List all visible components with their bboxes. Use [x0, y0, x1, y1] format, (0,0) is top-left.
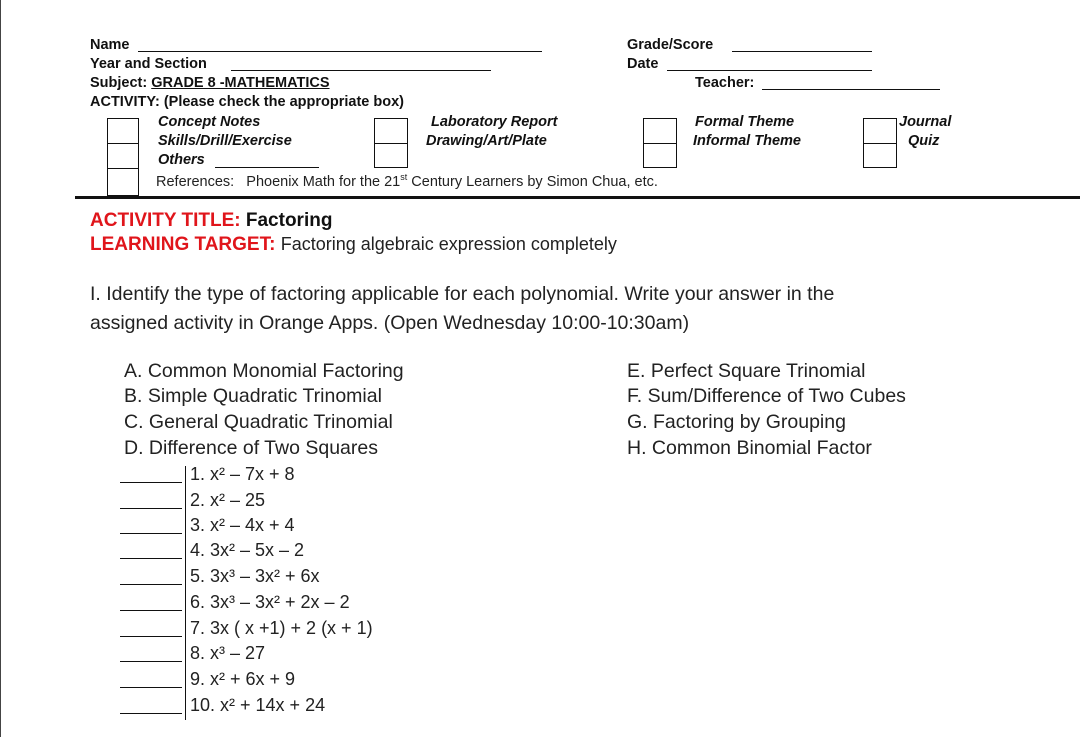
- date-line[interactable]: [667, 70, 872, 71]
- year-section-label: Year and Section: [90, 56, 207, 72]
- item-expression: 6. 3x³ – 3x² + 2x – 2: [190, 592, 350, 612]
- answer-blank[interactable]: [120, 636, 182, 637]
- item-expression: 10. x² + 14x + 24: [190, 695, 326, 715]
- journal-label: Journal: [899, 114, 952, 130]
- subject-line-row: [90, 75, 330, 91]
- learning-target-value: Factoring algebraic expression completely: [280, 234, 617, 254]
- item-expression: 9. x² + 6x + 9: [190, 669, 296, 689]
- answer-blank[interactable]: [120, 713, 182, 714]
- item-expression: 7. 3x ( x +1) + 2 (x + 1): [190, 618, 373, 638]
- instructions-line-1: I. Identify the type of factoring applicable for each polynomial. Write your answer in the: [90, 283, 835, 305]
- references-text-after: Century Learners by Simon Chua, etc.: [407, 173, 658, 190]
- others-label: Others: [158, 152, 205, 168]
- quiz-label: Quiz: [908, 133, 940, 149]
- references-text: Phoenix Math for the 21: [246, 173, 401, 190]
- informal-theme-label: Informal Theme: [693, 133, 801, 149]
- option-f: F. Sum/Difference of Two Cubes: [627, 385, 906, 407]
- option-g: G. Factoring by Grouping: [627, 411, 846, 433]
- name-line[interactable]: [138, 51, 542, 52]
- activity-label: ACTIVITY: (Please check the appropriate box): [90, 94, 404, 110]
- checkbox-divider: [108, 143, 138, 144]
- subject-value: GRADE 8 -MATHEMATICS: [151, 75, 330, 91]
- item-expression: 4. 3x² – 5x – 2: [190, 540, 305, 560]
- checkbox-divider: [644, 143, 676, 144]
- checkbox-group-4[interactable]: [863, 118, 897, 168]
- teacher-line[interactable]: [762, 89, 940, 90]
- answer-blank[interactable]: [120, 508, 182, 509]
- option-d: D. Difference of Two Squares: [124, 437, 378, 459]
- option-h: H. Common Binomial Factor: [627, 437, 872, 459]
- answer-blank[interactable]: [120, 687, 182, 688]
- skills-drill-label: Skills/Drill/Exercise: [158, 133, 292, 149]
- answer-blank[interactable]: [120, 584, 182, 585]
- references-sup: st: [400, 172, 408, 182]
- item-expression: 8. x³ – 27: [190, 643, 266, 663]
- checkbox-group-2[interactable]: [374, 118, 408, 168]
- learning-target-row: [90, 234, 617, 256]
- answer-blank[interactable]: [120, 533, 182, 534]
- option-e: E. Perfect Square Trinomial: [627, 360, 866, 382]
- option-b: B. Simple Quadratic Trinomial: [124, 385, 382, 407]
- answer-blank[interactable]: [120, 661, 182, 662]
- answer-blank[interactable]: [120, 482, 182, 483]
- drawing-art-label: Drawing/Art/Plate: [426, 133, 547, 149]
- items-vertical-rule: [185, 466, 186, 720]
- item-expression: 2. x² – 25: [190, 490, 266, 510]
- activity-title-label: ACTIVITY TITLE:: [90, 210, 241, 231]
- learning-target-label: LEARNING TARGET:: [90, 234, 276, 255]
- references-label: References:: [156, 173, 235, 190]
- date-label: Date: [627, 56, 659, 72]
- name-label: Name: [90, 37, 130, 53]
- option-c: C. General Quadratic Trinomial: [124, 411, 393, 433]
- concept-notes-label: Concept Notes: [158, 114, 261, 130]
- checkbox-divider: [864, 143, 896, 144]
- header-separator: [75, 196, 1080, 199]
- others-line[interactable]: [215, 167, 319, 168]
- instructions-line-2: assigned activity in Orange Apps. (Open Wednesday 10:00-10:30am): [90, 312, 690, 334]
- lab-report-label: Laboratory Report: [431, 114, 558, 130]
- activity-title-value: Factoring: [245, 210, 333, 231]
- checkbox-group-1[interactable]: [107, 118, 139, 196]
- teacher-label: Teacher:: [695, 75, 755, 91]
- formal-theme-label: Formal Theme: [695, 114, 795, 130]
- checkbox-divider: [375, 143, 407, 144]
- item-expression: 1. x² – 7x + 8: [190, 464, 295, 484]
- checkbox-divider: [108, 168, 138, 169]
- activity-title-row: [90, 210, 332, 232]
- item-expression: 3. x² – 4x + 4: [190, 515, 295, 535]
- item-expression: 5. 3x³ – 3x² + 6x: [190, 566, 320, 586]
- answer-blank[interactable]: [120, 558, 182, 559]
- checkbox-group-3[interactable]: [643, 118, 677, 168]
- references-row: [156, 172, 658, 190]
- grade-score-label: Grade/Score: [627, 37, 714, 53]
- page-left-edge: [0, 0, 1, 737]
- year-section-line[interactable]: [231, 70, 491, 71]
- answer-blank[interactable]: [120, 610, 182, 611]
- option-a: A. Common Monomial Factoring: [124, 360, 404, 382]
- grade-score-line[interactable]: [732, 51, 872, 52]
- subject-label: Subject:: [90, 75, 148, 91]
